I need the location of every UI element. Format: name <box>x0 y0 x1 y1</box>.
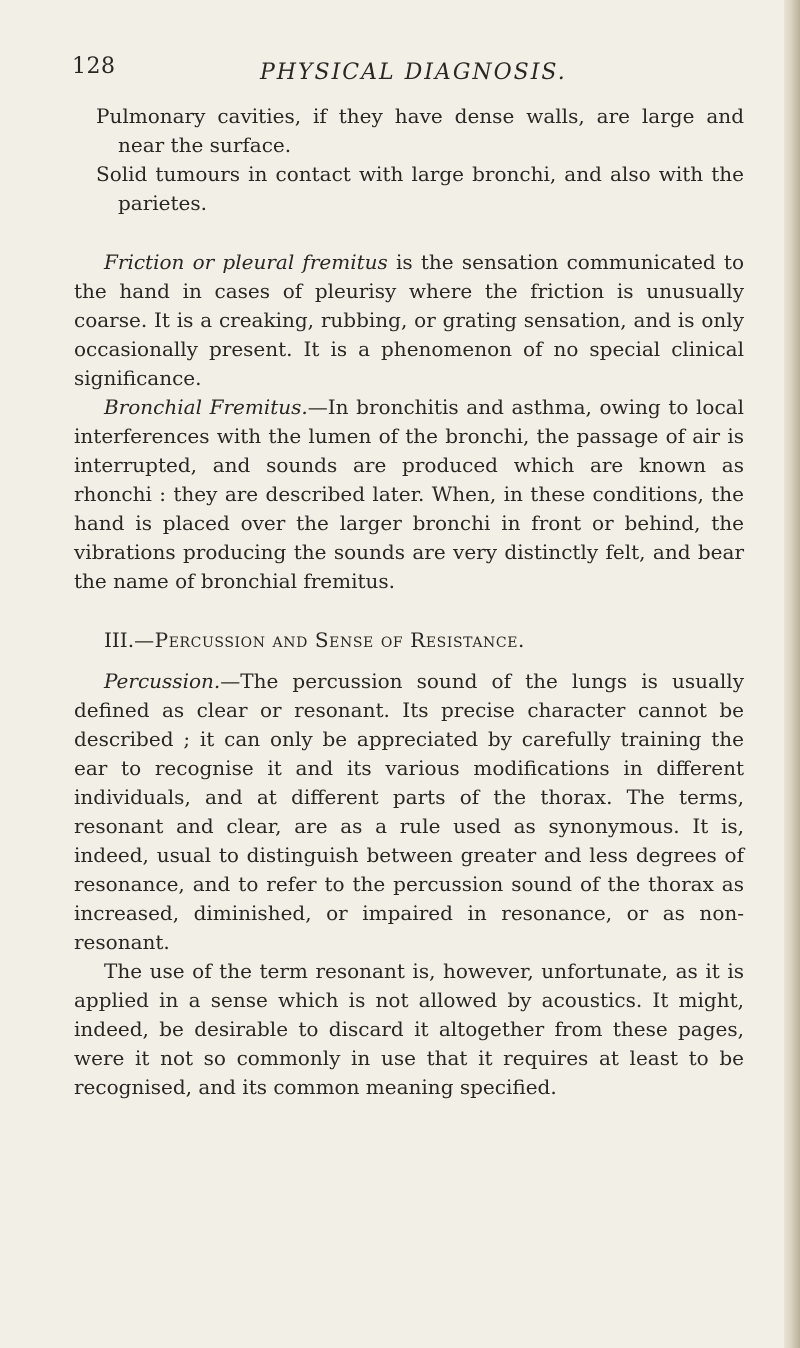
friction-term: Friction or pleural fremitus <box>104 250 388 274</box>
list-item: Pulmonary cavities, if they have dense walls, are large and near the surface. <box>96 104 744 157</box>
section-title: —Percussion and Sense of Resistance. <box>134 628 525 652</box>
body-text-2 <box>74 667 744 1102</box>
percussion-term: Percussion. <box>104 669 221 693</box>
cavity-list <box>74 102 744 218</box>
resonant-paragraph: The use of the term resonant is, however, unfortunate, as it is applied in a sense which is not allowed by acoustics. It might, indeed, be desirable to discard it altogether from these pages, were it not so commonly in use that it requires at least to be recognised, and its common meaning specified. <box>74 959 744 1099</box>
running-title: PHYSICAL DIAGNOSIS. <box>260 60 567 85</box>
section-numeral: III. <box>104 628 135 652</box>
bronchial-term: Bronchial Fremitus. <box>104 395 308 419</box>
friction-paragraph <box>74 248 744 393</box>
book-page <box>74 52 744 1102</box>
page-edge-shadow <box>784 0 800 1348</box>
bronchial-paragraph <box>74 393 744 596</box>
body-text <box>74 248 744 596</box>
running-head <box>74 52 744 86</box>
page-number: 128 <box>72 54 116 79</box>
section-heading <box>74 626 744 655</box>
friction-text: is the sensation communicated to the hand in cases of pleurisy where the friction is unusually coarse. It is a creaking, rubbing, or grating sensation, and is only occasionally present. It is a phenomenon of no special clinical significance. <box>74 250 745 390</box>
bronchial-text: —In bronchitis and asthma, owing to local interferences with the lumen of the bronchi, the passage of air is interrupted, and sounds are produced which are known as rhonchi : they are described later. When, in these conditions, the hand is placed over the larger bronchi in front or behind, the vibrations producing the sounds are very distinctly felt, and bear the name of bronchial fremitus. <box>74 395 744 593</box>
percussion-paragraph <box>74 667 744 957</box>
percussion-text: —The percussion sound of the lungs is usually defined as clear or resonant. Its precise character cannot be described ; it can only be appreciated by carefully training the ear to recognise it and its various modifications in different individuals, and at different parts of the thorax. The terms, resonant and clear, are as a rule used as synonymous. It is, indeed, usual to distinguish between greater and less degrees of resonance, and to refer to the percussion sound of the thorax as increased, diminished, or impaired in resonance, or as non-resonant. <box>74 669 744 954</box>
list-item: Solid tumours in contact with large bronchi, and also with the parietes. <box>96 162 744 215</box>
